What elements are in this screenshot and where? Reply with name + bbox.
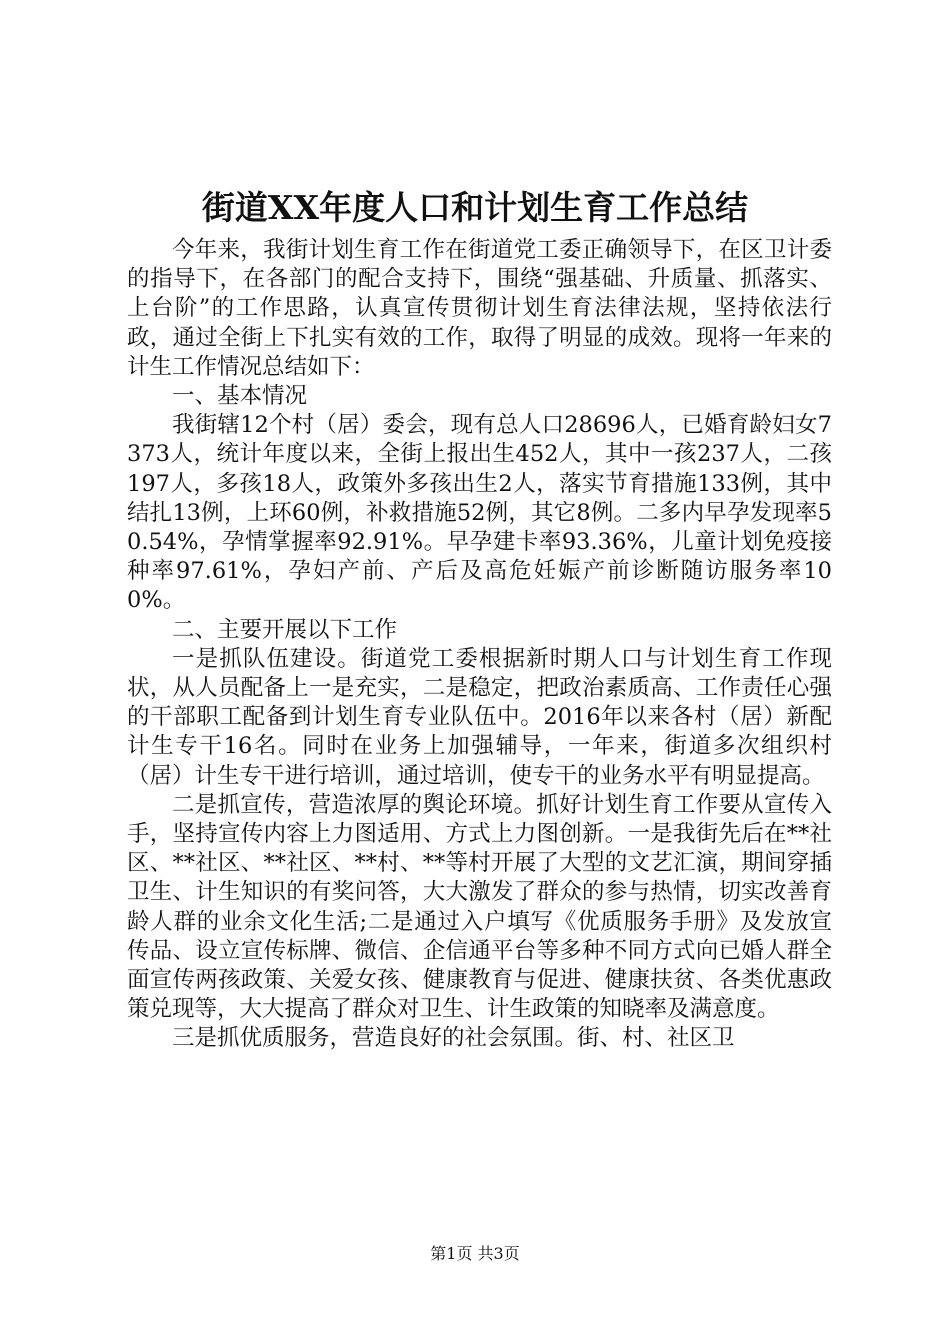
section-heading-basic-situation: 一、基本情况 <box>172 383 308 410</box>
team-building-paragraph: 一是抓队伍建设。街道党工委根据新时期人口与计划生育工作现状，从人员配备上一是充实，二是稳定，把政治素质高、工作责任心强的干部职工配备到计划生育专业队伍中。2016年以来各村（居）新配计生专干16名。同时在业务上加强辅导，一年来，街道多次组织村（居）计生专干进行培训，通过培训，使专干的业务水平有明显提高。 <box>127 645 832 789</box>
page-number-footer: 第1页 共3页 <box>430 1244 520 1263</box>
document-title: 街道XX年度人口和计划生育工作总结 <box>201 188 749 227</box>
document-body <box>127 236 832 1054</box>
basic-situation-paragraph: 我街辖12个村（居）委会，现有总人口28696人，已婚育龄妇女7373人，统计年度以来，全街上报出生452人，其中一孩237人，二孩197人，多孩18人，政策外多孩出生2人，落实节育措施133例，其中结扎13例，上环60例，补救措施52例，其它8例。二多内早孕发现率50.54%，孕情掌握率92.91%。早孕建卡率93.36%，儿童计划免疫接种率97.61%，孕妇产前、产后及高危妊娠产前诊断随访服务率100%。 <box>127 412 832 614</box>
section-heading-main-work: 二、主要开展以下工作 <box>172 616 398 643</box>
quality-service-paragraph: 三是抓优质服务，营造良好的社会氛围。街、村、社区卫 <box>172 1025 735 1052</box>
intro-paragraph: 今年来，我街计划生育工作在街道党工委正确领导下，在区卫计委的指导下，在各部门的配合支持下，围绕“强基础、升质量、抓落实、上台阶”的工作思路，认真宣传贯彻计划生育法律法规，坚持依法行政，通过全街上下扎实有效的工作，取得了明显的成效。现将一年来的计生工作情况总结如下： <box>127 237 832 380</box>
publicity-paragraph: 二是抓宣传，营造浓厚的舆论环境。抓好计划生育工作要从宣传入手，坚持宣传内容上力图适用、方式上力图创新。一是我街先后在**社区、**社区、**社区、**村、**等村开展了大型的文艺汇演，期间穿插卫生、计生知识的有奖问答，大大激发了群众的参与热情，切实改善育龄人群的业余文化生活;二是通过入户填写《优质服务手册》及发放宣传品、设立宣传标牌、微信、企信通平台等多种不同方式向已婚人群全面宣传两孩政策、关爱女孩、健康教育与促进、健康扶贫、各类优惠政策兑现等，大大提高了群众对卫生、计生政策的知晓率及满意度。 <box>127 791 832 1023</box>
